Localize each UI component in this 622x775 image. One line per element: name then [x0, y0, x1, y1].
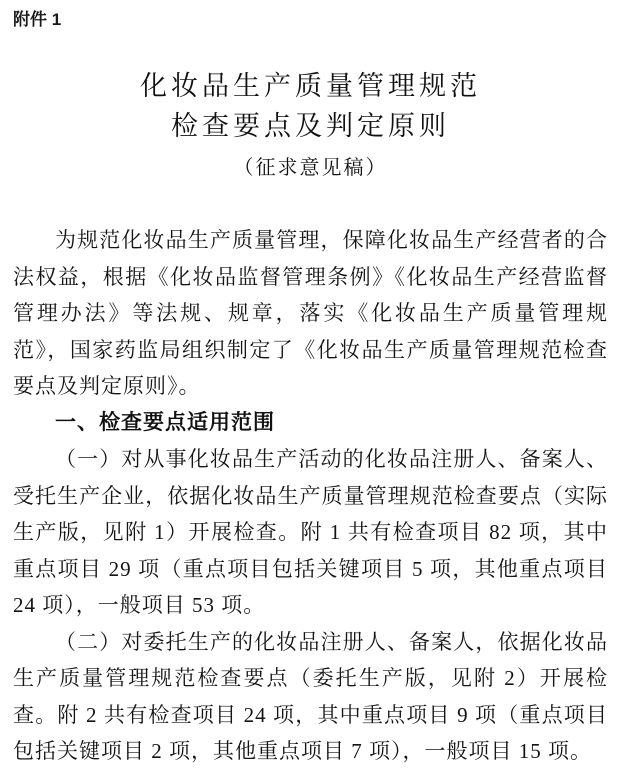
section-paragraph-1: （一）对从事化妆品生产活动的化妆品注册人、备案人、受托生产企业，依据化妆品生产质量管理规范检查要点（实际生产版，见附 1）开展检查。附 1 共有检查项目 82 项，其中重点项目 29 项（重点项目包括关键项目 5 项，其他重点项目 24 项），一般项目 53 项。	[13, 447, 608, 617]
draft-note: （征求意见稿）	[233, 157, 388, 179]
document-title	[13, 66, 608, 146]
section-heading: 一、检查要点适用范围	[55, 410, 275, 434]
section-paragraph-2: （二）对委托生产的化妆品注册人、备案人，依据化妆品生产质量管理规范检查要点（委托生产版，见附 2）开展检查。附 2 共有检查项目 24 项，其中重点项目 9 项（重点项目包括关键项目 2 项，其他重点项目 7 项），一般项目 15 项。	[13, 629, 608, 763]
document-title-line-1: 化妆品生产质量管理规范	[140, 71, 481, 101]
intro-paragraph: 为规范化妆品生产质量管理，保障化妆品生产经营者的合法权益，根据《化妆品监督管理条例》《化妆品生产经营监督管理办法》等法规、规章，落实《化妆品生产质量管理规范》，国家药监局组织制定了《化妆品生产质量管理规范检查要点及判定原则》。	[13, 228, 608, 398]
document-title-line-2: 检查要点及判定原则	[171, 111, 450, 141]
attachment-label: 附件 1	[13, 10, 62, 29]
document-body	[13, 222, 608, 770]
